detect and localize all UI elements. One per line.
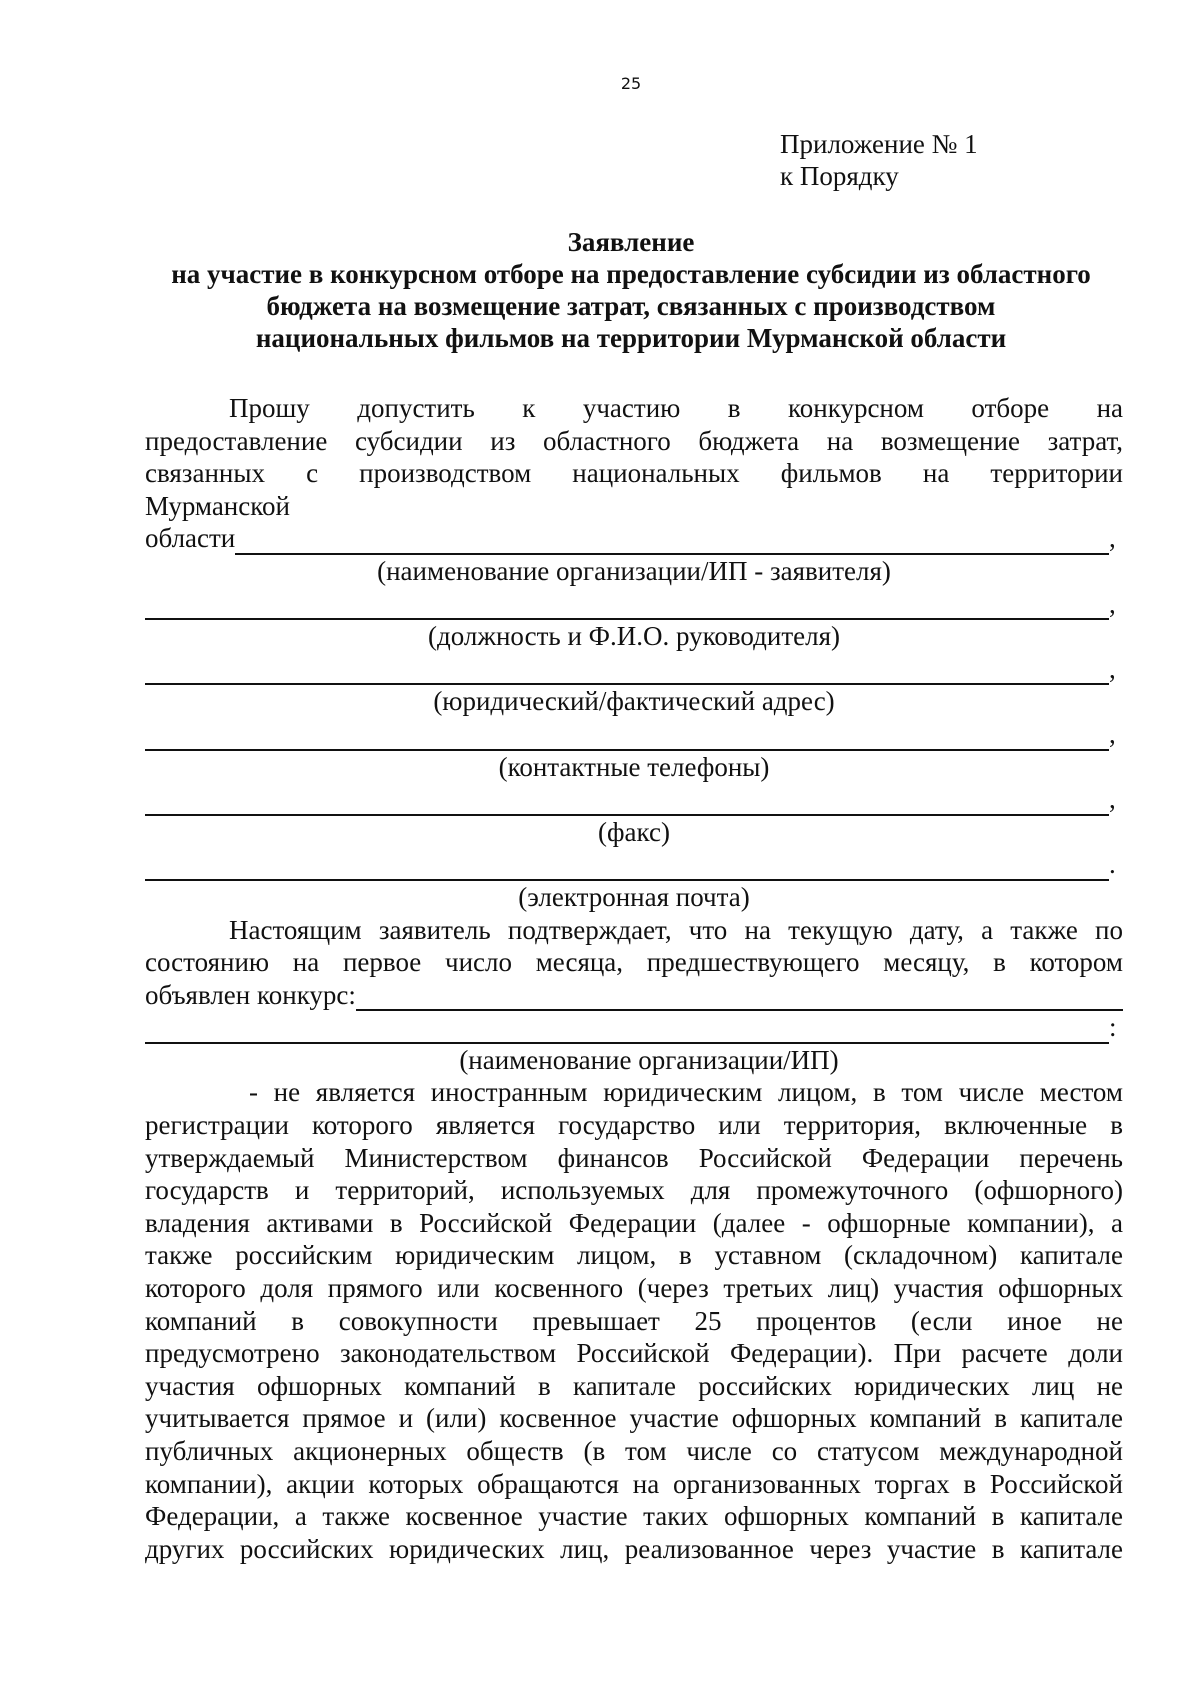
body-line: которого доля прямого или косвенного (через третьих лиц) участия офшорных: [145, 1273, 1123, 1304]
title-line-4: национальных фильмов на территории Мурманской области: [255, 323, 1007, 353]
field-tail: ,: [1109, 718, 1116, 749]
document-title: [145, 226, 1117, 354]
field-caption-applicant: (наименование организации/ИП - заявителя): [377, 555, 891, 586]
applicant-name-field[interactable]: [145, 522, 1123, 555]
address-blank[interactable]: [145, 658, 1109, 685]
head-position-field[interactable]: [145, 588, 1123, 621]
intro-line-3: связанных с производством национальных фильмов на территории: [145, 458, 1123, 489]
body-line: регистрации которого является государство или территория, включенные в: [145, 1110, 1123, 1141]
field-caption-org: (наименование организации/ИП): [459, 1044, 839, 1075]
intro-line-4: Мурманской: [145, 490, 290, 521]
document-body: [145, 392, 1123, 1565]
field-caption-email: (электронная почта): [518, 881, 750, 912]
phones-blank[interactable]: [145, 724, 1109, 751]
appendix-block: [780, 128, 978, 192]
confirm-line-2: состоянию на первое число месяца, предшествующего месяцу, в котором: [145, 947, 1123, 978]
confirm-line-1: Настоящим заявитель подтверждает, что на текущую дату, а также по: [229, 914, 1123, 945]
title-line-1: Заявление: [567, 227, 695, 257]
email-field[interactable]: [145, 848, 1123, 881]
body-line: также российским юридическим лицом, в уставном (складочном) капитале: [145, 1240, 1123, 1271]
body-line: компаний в совокупности превышает 25 процентов (если иное не: [145, 1305, 1123, 1336]
fax-field[interactable]: [145, 783, 1123, 816]
phones-field[interactable]: [145, 718, 1123, 751]
body-line: владения активами в Российской Федерации (далее - офшорные компании), а: [145, 1207, 1123, 1238]
announced-org-blank-1[interactable]: [356, 984, 1123, 1011]
address-field[interactable]: [145, 653, 1123, 686]
fax-blank[interactable]: [145, 789, 1109, 816]
body-line: Федерации, а также косвенное участие таких офшорных компаний в капитале: [145, 1501, 1123, 1532]
intro-line-2: предоставление субсидии из областного бюджета на возмещение затрат,: [145, 425, 1123, 456]
announced-org-field[interactable]: [145, 979, 1123, 1012]
announced-label: объявлен конкурс:: [145, 979, 356, 1010]
head-position-blank[interactable]: [145, 593, 1109, 620]
title-line-2: на участие в конкурсном отборе на предоставление субсидии из областного: [171, 259, 1091, 289]
field-tail: :: [1109, 1012, 1117, 1043]
announced-org-field-2[interactable]: [145, 1011, 1123, 1044]
body-line: - не является иностранным юридическим лицом, в том числе местом: [249, 1077, 1123, 1108]
appendix-line-2: к Порядку: [780, 161, 899, 191]
intro-line-1: Прошу допустить к участию в конкурсном отборе на: [229, 393, 1123, 423]
field-caption-phones: (контактные телефоны): [498, 751, 770, 782]
body-line: утверждаемый Министерством финансов Российской Федерации перечень: [145, 1142, 1123, 1173]
field-tail: ,: [1109, 523, 1116, 554]
field-caption-head: (должность и Ф.И.О. руководителя): [427, 621, 841, 652]
field-tail: ,: [1109, 653, 1116, 684]
body-line: учитывается прямое и (или) косвенное участие офшорных компаний в капитале: [145, 1403, 1123, 1434]
title-line-3: бюджета на возмещение затрат, связанных с производством: [266, 291, 996, 321]
page-number: 25: [620, 74, 642, 93]
body-line: компании), акции которых обращаются на организованных торгах в Российской: [145, 1468, 1123, 1499]
applicant-name-blank[interactable]: [235, 528, 1109, 555]
field-caption-fax: (факс): [598, 816, 670, 847]
body-line: предусмотрено законодательством Российской Федерации). При расчете доли: [145, 1338, 1123, 1369]
field-tail: .: [1109, 849, 1116, 880]
field-tail: ,: [1109, 784, 1116, 815]
field-caption-address: (юридический/фактический адрес): [433, 686, 835, 717]
field-tail: ,: [1109, 588, 1116, 619]
announced-org-blank-2[interactable]: [145, 1017, 1109, 1044]
body-line: участия офшорных компаний в капитале российских юридических лиц не: [145, 1370, 1123, 1401]
oblasti-label: области: [145, 523, 236, 554]
body-line: государств и территорий, используемых для промежуточного (офшорного): [145, 1175, 1123, 1206]
body-line: публичных акционерных обществ (в том числе со статусом международной: [145, 1436, 1123, 1466]
appendix-line-1: Приложение № 1: [780, 129, 978, 159]
email-blank[interactable]: [145, 854, 1109, 881]
body-line: других российских юридических лиц, реализованное через участие в капитале: [145, 1533, 1123, 1564]
